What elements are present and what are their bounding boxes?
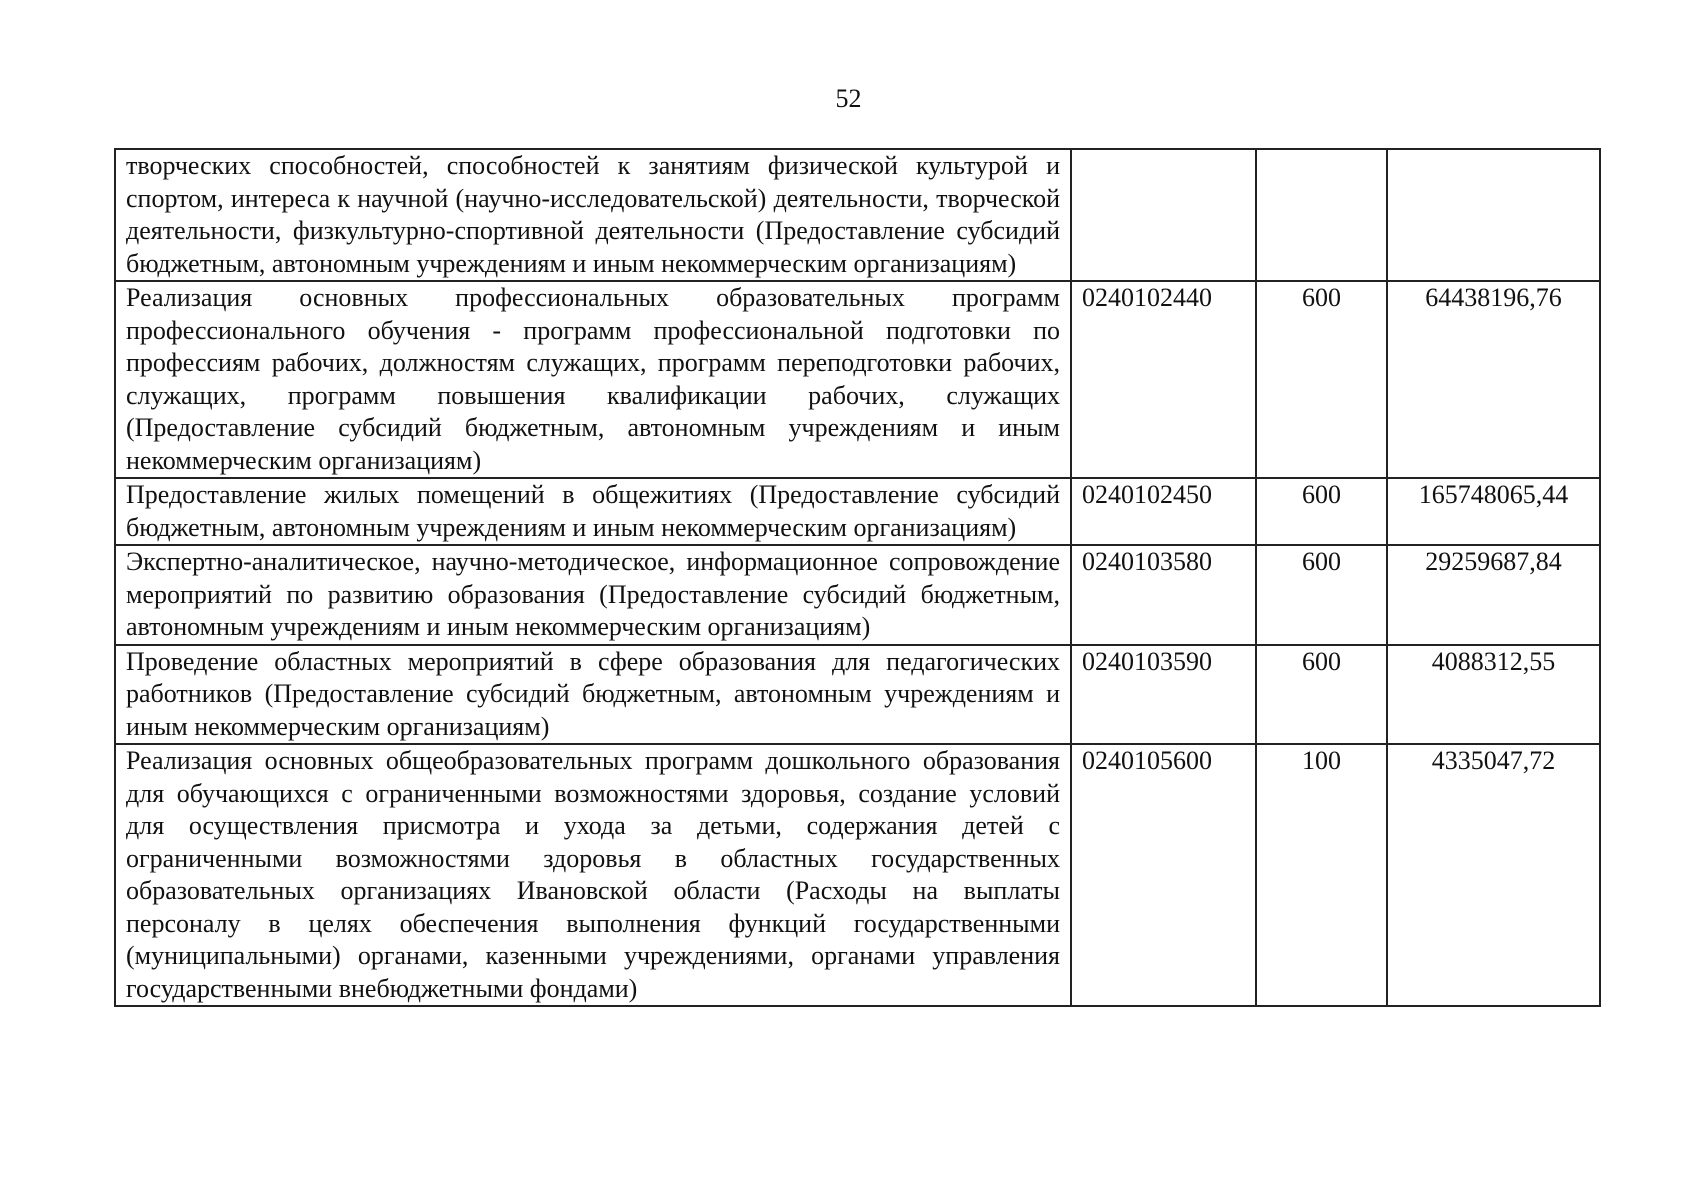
expense-type-cell: 600	[1256, 545, 1387, 645]
table-row	[115, 478, 1600, 545]
table-row	[115, 545, 1600, 645]
target-code-cell	[1071, 149, 1256, 281]
target-code-cell: 0240105600	[1071, 744, 1256, 1006]
page-number: 52	[835, 84, 862, 113]
expense-type-cell: 600	[1256, 645, 1387, 745]
table-row	[115, 149, 1600, 281]
amount-cell: 4335047,72	[1387, 744, 1600, 1006]
expense-type-cell: 600	[1256, 478, 1387, 545]
expense-name-cell: Проведение областных мероприятий в сфере образования для педагогических работников (Предоставление субсидий бюджетным, автономным учреждениям и иным некоммерческим организациям)	[115, 645, 1071, 745]
target-code-cell: 0240102450	[1071, 478, 1256, 545]
table-row	[115, 645, 1600, 745]
budget-table	[114, 148, 1601, 1007]
amount-cell: 165748065,44	[1387, 478, 1600, 545]
target-code-cell: 0240103580	[1071, 545, 1256, 645]
expense-name-cell: Предоставление жилых помещений в общежитиях (Предоставление субсидий бюджетным, автономным учреждениям и иным некоммерческим организациям)	[115, 478, 1071, 545]
expense-name-cell: творческих способностей, способностей к занятиям физической культурой и спортом, интереса к научной (научно-исследовательской) деятельности, творческой деятельности, физкультурно-спортивной деятельности (Предоставление субсидий бюджетным, автономным учреждениям и иным некоммерческим организациям)	[115, 149, 1071, 281]
amount-cell: 4088312,55	[1387, 645, 1600, 745]
amount-cell: 29259687,84	[1387, 545, 1600, 645]
expense-name-cell: Реализация основных профессиональных образовательных программ профессионального обучения - программ профессиональной подготовки по профессиям рабочих, должностям служащих, программ переподготовки рабочих, служащих, программ повышения квалификации рабочих, служащих (Предоставление субсидий бюджетным, автономным учреждениям и иным некоммерческим организациям)	[115, 281, 1071, 478]
target-code-cell: 0240103590	[1071, 645, 1256, 745]
table-row	[115, 281, 1600, 478]
amount-cell: 64438196,76	[1387, 281, 1600, 478]
target-code-cell: 0240102440	[1071, 281, 1256, 478]
expense-type-cell	[1256, 149, 1387, 281]
table-row	[115, 744, 1600, 1006]
amount-cell	[1387, 149, 1600, 281]
expense-name-cell: Реализация основных общеобразовательных программ дошкольного образования для обучающихся с ограниченными возможностями здоровья, создание условий для осуществления присмотра и ухода за детьми, содержания детей с ограниченными возможностями здоровья в областных государственных образовательных организациях Ивановской области (Расходы на выплаты персоналу в целях обеспечения выполнения функций государственными (муниципальными) органами, казенными учреждениями, органами управления государственными внебюджетными фондами)	[115, 744, 1071, 1006]
expense-name-cell: Экспертно-аналитическое, научно-методическое, информационное сопровождение мероприятий по развитию образования (Предоставление субсидий бюджетным, автономным учреждениям и иным некоммерческим организациям)	[115, 545, 1071, 645]
expense-type-cell: 600	[1256, 281, 1387, 478]
expense-type-cell: 100	[1256, 744, 1387, 1006]
